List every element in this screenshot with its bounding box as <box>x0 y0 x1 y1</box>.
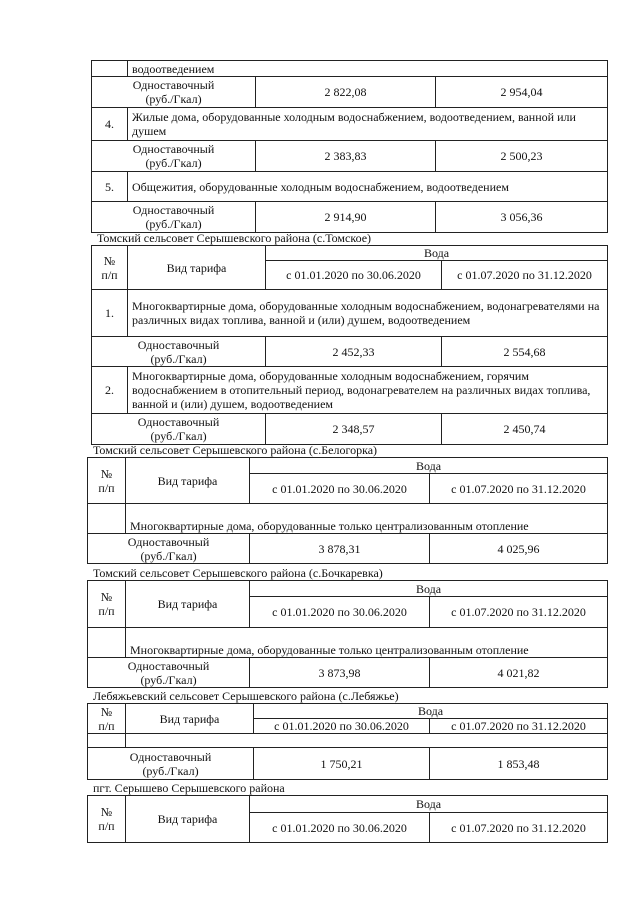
table-header-row <box>88 581 608 597</box>
table-row <box>92 414 608 445</box>
col-number-header: № п/п <box>92 246 128 290</box>
value-h2: 2 554,68 <box>442 337 608 367</box>
row-number: 1. <box>92 290 128 337</box>
tariff-type: Одноставочный (руб./Гкал) <box>88 658 250 688</box>
tariff-table-belogorka <box>87 457 608 564</box>
tariff-type: Одноставочный (руб./Гкал) <box>92 337 266 367</box>
period-1-header: с 01.01.2020 по 30.06.2020 <box>250 474 430 504</box>
table-row <box>92 61 608 77</box>
section-title: Томский сельсовет Серышевского района (с.Бочкаревка) <box>93 566 383 580</box>
value-h2: 3 056,36 <box>436 202 608 233</box>
col-group-header: Вода <box>250 796 608 813</box>
tariff-type: Одноставочный (руб./Гкал) <box>92 77 256 108</box>
consumer-category: водоотведением <box>128 61 608 77</box>
table-row <box>92 108 608 141</box>
col-group-header: Вода <box>250 458 608 474</box>
row-number <box>88 734 126 748</box>
value-h1: 2 348,57 <box>266 414 442 445</box>
col-tariff-header: Вид тарифа <box>126 796 250 843</box>
value-h2: 1 853,48 <box>430 748 608 780</box>
value-h1: 2 914,90 <box>256 202 436 233</box>
consumer-category: Многоквартирные дома, оборудованные холодным водоснабжением, горячим водоснабжением в отопительный период, водонагревателем на различных видах топлива, ванной и (или) душем, водоотведением <box>128 367 608 414</box>
row-number <box>88 628 126 658</box>
col-tariff-header: Вид тарифа <box>126 458 250 504</box>
col-group-header: Вода <box>250 581 608 597</box>
consumer-category <box>126 734 608 748</box>
tariff-type: Одноставочный (руб./Гкал) <box>92 202 256 233</box>
period-2-header: с 01.07.2020 по 31.12.2020 <box>430 813 608 843</box>
period-2-header: с 01.07.2020 по 31.12.2020 <box>430 719 608 734</box>
table-header-row <box>88 704 608 719</box>
table-row <box>88 628 608 658</box>
value-h2: 2 500,23 <box>436 141 608 172</box>
col-tariff-header: Вид тарифа <box>126 704 254 734</box>
section-title: Томский сельсовет Серышевского района (с.Томское) <box>97 231 372 245</box>
value-h2: 4 021,82 <box>430 658 608 688</box>
tariff-table-seryshevo <box>87 795 608 843</box>
top-tariff-table <box>91 60 608 233</box>
table-row <box>92 367 608 414</box>
row-number: 4. <box>92 108 128 141</box>
consumer-category: Многоквартирные дома, оборудованные только централизованным отопление <box>126 504 608 534</box>
tariff-type: Одноставочный (руб./Гкал) <box>92 141 256 172</box>
table-row <box>88 658 608 688</box>
col-number-header: № п/п <box>88 704 126 734</box>
period-1-header: с 01.01.2020 по 30.06.2020 <box>250 597 430 628</box>
table-row <box>92 77 608 108</box>
col-number-header: № п/п <box>88 796 126 843</box>
table-row <box>92 141 608 172</box>
tariff-type: Одноставочный (руб./Гкал) <box>92 414 266 445</box>
value-h1: 2 452,33 <box>266 337 442 367</box>
col-number-header: № п/п <box>88 458 126 504</box>
table-row <box>92 172 608 202</box>
consumer-category: Общежития, оборудованные холодным водоснабжением, водоотведением <box>128 172 608 202</box>
value-h1: 2 822,08 <box>256 77 436 108</box>
section-title: Томский сельсовет Серышевского района (с.Белогорка) <box>93 443 378 457</box>
col-group-header: Вода <box>266 246 608 261</box>
value-h1: 3 873,98 <box>250 658 430 688</box>
table-header-row <box>88 796 608 813</box>
table-row <box>88 748 608 780</box>
row-number <box>92 61 128 77</box>
table-row <box>88 504 608 534</box>
table-header-row <box>92 246 608 261</box>
table-row <box>88 734 608 748</box>
section-title: Лебяжьевский сельсовет Серышевского района (с.Лебяжье) <box>93 689 399 703</box>
table-header-row <box>88 458 608 474</box>
period-1-header: с 01.01.2020 по 30.06.2020 <box>266 261 442 290</box>
table-row <box>92 290 608 337</box>
table-row <box>92 202 608 233</box>
tariff-type: Одноставочный (руб./Гкал) <box>88 534 250 564</box>
consumer-category: Многоквартирные дома, оборудованные только централизованным отопление <box>126 628 608 658</box>
row-number: 5. <box>92 172 128 202</box>
section-title: пгт. Серышево Серышевского района <box>93 781 285 795</box>
period-1-header: с 01.01.2020 по 30.06.2020 <box>250 813 430 843</box>
tariff-table-bochkarevka <box>87 580 608 688</box>
value-h1: 1 750,21 <box>254 748 430 780</box>
tariff-table-lebyazhye <box>87 703 608 780</box>
row-number: 2. <box>92 367 128 414</box>
col-tariff-header: Вид тарифа <box>128 246 266 290</box>
period-2-header: с 01.07.2020 по 31.12.2020 <box>442 261 608 290</box>
value-h2: 2 450,74 <box>442 414 608 445</box>
col-tariff-header: Вид тарифа <box>126 581 250 628</box>
tariff-table-tomskoe <box>91 245 608 445</box>
col-number-header: № п/п <box>88 581 126 628</box>
consumer-category: Жилые дома, оборудованные холодным водоснабжением, водоотведением, ванной или душем <box>128 108 608 141</box>
tariff-type: Одноставочный (руб./Гкал) <box>88 748 254 780</box>
period-2-header: с 01.07.2020 по 31.12.2020 <box>430 474 608 504</box>
table-row <box>88 534 608 564</box>
value-h1: 2 383,83 <box>256 141 436 172</box>
value-h2: 4 025,96 <box>430 534 608 564</box>
period-2-header: с 01.07.2020 по 31.12.2020 <box>430 597 608 628</box>
row-number <box>88 504 126 534</box>
col-group-header: Вода <box>254 704 608 719</box>
value-h2: 2 954,04 <box>436 77 608 108</box>
table-row <box>92 337 608 367</box>
period-1-header: с 01.01.2020 по 30.06.2020 <box>254 719 430 734</box>
value-h1: 3 878,31 <box>250 534 430 564</box>
consumer-category: Многоквартирные дома, оборудованные холодным водоснабжением, водонагревателями на различных видах топлива, ванной и (или) душем, водоотведением <box>128 290 608 337</box>
